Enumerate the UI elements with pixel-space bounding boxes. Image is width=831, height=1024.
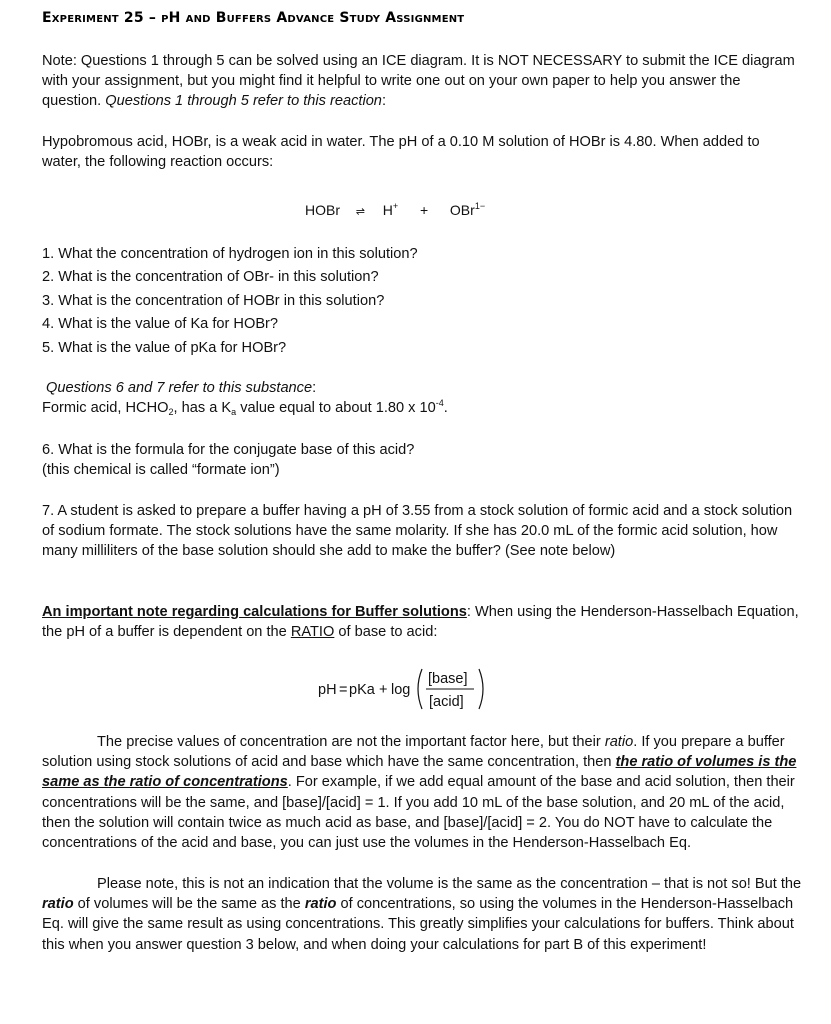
- question-7: [42, 501, 802, 562]
- questions-1-5: [42, 243, 802, 360]
- note-paragraph: Note: Questions 1 through 5 can be solved using an ICE diagram. It is NOT NECESSARY to submit the ICE diagram with your assignment, but you might find it helpful to write one out on your own paper to help you answer the question. Questions 1 through 5 refer to this reaction:: [42, 53, 795, 110]
- eq-equals: =: [339, 682, 348, 698]
- intro-text: Hypobromous acid, HOBr, is a weak acid in water. The pH of a 0.10 M solution of HOBr is 4.80. When added to water, the following reaction occurs:: [42, 134, 760, 171]
- plus-sign: +: [419, 202, 429, 218]
- question-6: [42, 440, 802, 480]
- eq-numerator: [base]: [428, 671, 468, 687]
- question-item: 4. What is the value of Ka for HOBr?: [42, 316, 279, 333]
- emphasis-ratio-statement: the ratio of volumes is the same as the ratio of concentrations: [42, 754, 797, 791]
- product-h: H+: [382, 201, 399, 218]
- intro-paragraph: [42, 132, 802, 172]
- equilibrium-arrow: ⇌: [355, 206, 365, 218]
- buffer-note-heading: An important note regarding calculations for Buffer solutions: [42, 604, 467, 620]
- eq-denominator: [acid]: [429, 694, 464, 710]
- reaction-equation: [305, 200, 485, 222]
- eq-lhs: pH: [318, 682, 337, 698]
- eq-log: log: [391, 682, 411, 698]
- right-paren: [479, 669, 483, 709]
- question-item: 1. What the concentration of hydrogen ion in this solution?: [42, 246, 418, 262]
- question-item: 3. What is the concentration of HOBr in this solution?: [42, 292, 385, 309]
- question-item: 2. What is the concentration of OBr- in this solution?: [42, 269, 379, 286]
- q7-text: 7. A student is asked to prepare a buffer having a pH of 3.55 from a stock solution of formic acid and a stock solution of sodium formate. The stock solutions have the same molarity. If she has 20.0 mL of the formic acid solution, how many milliliters of the base solution should she add to make the buffer? (See note below): [42, 503, 793, 560]
- formic-section: Questions 6 and 7 refer to this substance: Formic acid, $HCHO_2$, has a $K_a$ value equal to about 1.80 x $10^{-4}$.: [42, 378, 802, 418]
- note-italic: Questions 1 through 5 refer to this reaction: [105, 93, 382, 110]
- formic-text: Formic acid, $HCHO_2$, has a $K_a$ value equal to about 1.80 x $10^{-4}$.: [42, 398, 448, 418]
- eq-plus: +: [379, 682, 388, 698]
- product-obr: OBr$^{1-}$: [449, 201, 486, 218]
- q6-line1: 6. What is the formula for the conjugate base of this acid?: [42, 442, 415, 458]
- question-item: 5. What is the value of pKa for HOBr?: [42, 339, 287, 356]
- buffer-note: An important note regarding calculations for Buffer solutions: When using the Henderson-Hasselbach Equation, the pH of a buffer is dependent on the RATIO of base to acid:: [42, 604, 799, 641]
- left-paren: [418, 669, 422, 709]
- q6-line2: (this chemical is called “formate ion”): [42, 462, 280, 479]
- page-title: Experiment 25 – pH and Buffers Advance Study Assignment: [42, 10, 465, 26]
- explanation-paragraph-2: Please note, this is not an indication that the volume is the same as the concentration – that is not so! But the ratio of volumes will be the same as the ratio of concentrations, so using the volumes in the Henderson-Hasselbach Eq. will give the same result as using concentrations. This greatly simplifies your calculations for buffers. Think about this when you answer question 3 below, and when doing your calculations for part B of this experiment!: [42, 876, 802, 953]
- henderson-hasselbach-equation: [318, 666, 558, 712]
- formic-heading: Questions 6 and 7 refer to this substance: [46, 380, 313, 396]
- explanation-paragraph-1: The precise values of concentration are not the important factor here, but their ratio. If you prepare a buffer solution using stock solutions of acid and base which have the same concentration, then the ratio of volumes is the same as the ratio of concentrations. For example, if we add equal amount of the base and acid solution, then their concentrations will be the same, and [base]/[acid] = 1. If you add 10 mL of the base solution, and 20 mL of the acid, then the solution will contain twice as much acid as base, and [base]/[acid] = 2. You do NOT have to calculate the concentrations of the acid and base, you can just use the volumes in the Henderson-Hasselbach Eq.: [42, 734, 797, 852]
- note-text: Note: Questions 1 through 5 can be solved using an ICE diagram. It is NOT NECESSARY to submit the ICE diagram with your assignment, but you might find it helpful to write one out on your own paper to help you answer the question.: [42, 53, 795, 110]
- reactant: HOBr: [305, 202, 340, 218]
- eq-pka: pKa: [349, 682, 375, 698]
- ratio-word: RATIO: [290, 624, 335, 641]
